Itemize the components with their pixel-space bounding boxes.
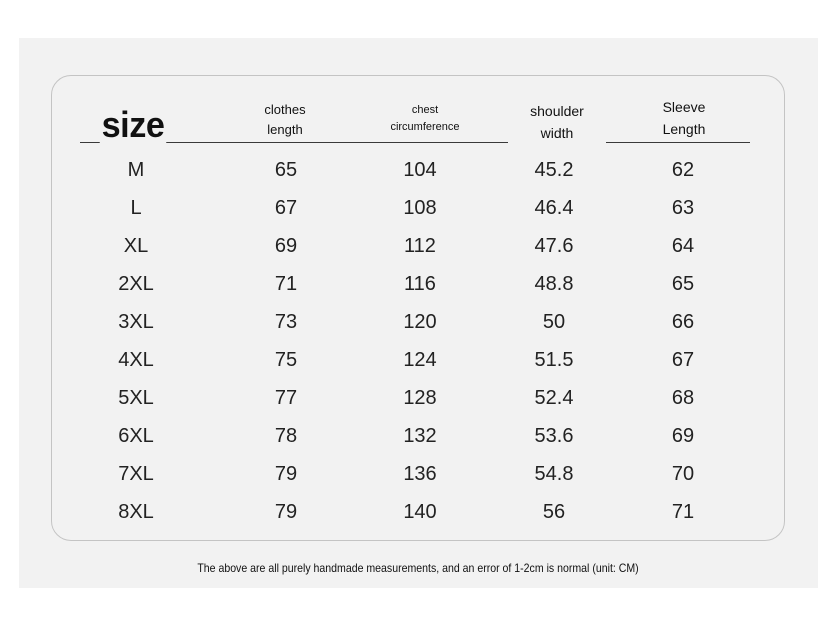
chest-cell: 136: [403, 463, 437, 485]
chest-cell: 132: [403, 425, 437, 447]
length-cell: 77: [274, 387, 298, 409]
chest-cell: 120: [403, 311, 437, 333]
shoulder-cell: 56: [542, 501, 566, 523]
chest-cell: 128: [403, 387, 437, 409]
length-cell: 69: [274, 235, 298, 257]
size-cell: 2XL: [118, 273, 154, 295]
table-row: [0, 379, 836, 417]
shoulder-header-line2: width: [540, 125, 574, 141]
length-cell: 73: [274, 311, 298, 333]
shoulder-cell: 54.8: [534, 463, 574, 485]
sleeve-cell: 62: [671, 159, 695, 181]
clothes-length-header: [236, 100, 334, 140]
table-row: [0, 189, 836, 227]
chest-header-line2: circumference: [390, 121, 460, 133]
sleeve-cell: 68: [671, 387, 695, 409]
shoulder-cell: 45.2: [534, 159, 574, 181]
sleeve-cell: 69: [671, 425, 695, 447]
size-cell: 4XL: [118, 349, 154, 371]
chest-header-line1: chest: [411, 104, 439, 116]
length-cell: 78: [274, 425, 298, 447]
sleeve-cell: 63: [671, 197, 695, 219]
shoulder-cell: 50: [542, 311, 566, 333]
sleeve-cell: 66: [671, 311, 695, 333]
table-row: [0, 303, 836, 341]
size-cell: L: [130, 197, 142, 219]
table-row: [0, 227, 836, 265]
sleeve-cell: 70: [671, 463, 695, 485]
table-row: [0, 265, 836, 303]
table-row: [0, 455, 836, 493]
size-cell: M: [127, 159, 145, 181]
length-cell: 65: [274, 159, 298, 181]
length-cell: 67: [274, 197, 298, 219]
clothes-length-header-line2: length: [267, 122, 303, 137]
shoulder-cell: 48.8: [534, 273, 574, 295]
length-cell: 75: [274, 349, 298, 371]
size-cell: 7XL: [118, 463, 154, 485]
sleeve-header-line1: Sleeve: [662, 99, 706, 115]
size-column-header: size: [101, 104, 165, 145]
shoulder-header-line1: shoulder: [530, 103, 584, 119]
chest-cell: 108: [403, 197, 437, 219]
chest-header: [376, 102, 474, 136]
shoulder-cell: 51.5: [534, 349, 574, 371]
measurement-note: The above are all purely handmade measurements, and an error of 1-2cm is normal (unit: CM): [197, 561, 639, 575]
shoulder-cell: 53.6: [534, 425, 574, 447]
table-row: [0, 417, 836, 455]
table-row: [0, 493, 836, 531]
chest-cell: 124: [403, 349, 437, 371]
table-row: [0, 151, 836, 189]
chest-cell: 104: [403, 159, 437, 181]
sleeve-cell: 71: [671, 501, 695, 523]
size-cell: 6XL: [118, 425, 154, 447]
length-cell: 79: [274, 463, 298, 485]
shoulder-cell: 46.4: [534, 197, 574, 219]
size-cell: XL: [123, 235, 149, 257]
chest-cell: 112: [404, 235, 436, 257]
sleeve-cell: 67: [671, 349, 695, 371]
shoulder-cell: 47.6: [534, 235, 574, 257]
header-divider: [80, 142, 750, 143]
size-cell: 3XL: [118, 311, 154, 333]
shoulder-cell: 52.4: [534, 387, 574, 409]
chest-cell: 140: [403, 501, 437, 523]
sleeve-cell: 65: [671, 273, 695, 295]
shoulder-header: [508, 100, 606, 144]
sleeve-cell: 64: [671, 235, 695, 257]
length-cell: 71: [274, 273, 298, 295]
clothes-length-header-line1: clothes: [264, 102, 306, 117]
size-cell: 8XL: [118, 501, 154, 523]
length-cell: 79: [274, 501, 298, 523]
size-cell: 5XL: [118, 387, 154, 409]
table-row: [0, 341, 836, 379]
sleeve-header: [642, 96, 726, 140]
sleeve-header-line2: Length: [662, 121, 706, 137]
chest-cell: 116: [404, 273, 436, 295]
